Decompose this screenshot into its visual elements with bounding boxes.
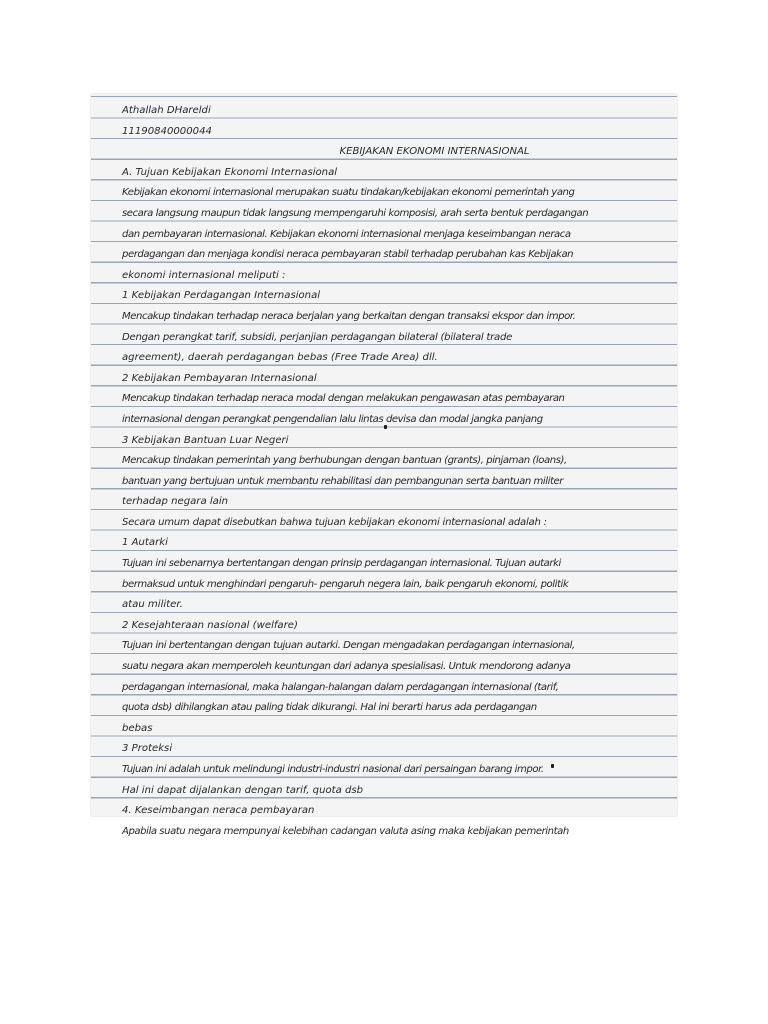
text-line: internasional dengan perangkat pengendalian lalu lintas devisa dan modal jangka panjang (122, 413, 543, 425)
text-line: suatu negara akan memperoleh keuntungan dari adanya spesialisasi. Untuk mendorong adanya (122, 661, 571, 673)
text-line: Tujuan ini adalah untuk melindungi industri-industri nasional dari persaingan barang impor. (122, 764, 544, 775)
text-line: Kebijakan ekonomi internasional merupakan suatu tindakan/kebijakan ekonomi pemerintah yang (122, 187, 575, 199)
subsection-heading: 4. Keseimbangan neraca pembayaran (122, 805, 315, 817)
text-line: dan pembayaran internasional. Kebijakan ekonomi internasional menjaga keseimbangan neraca (122, 228, 571, 240)
text-line: Dengan perangkat tarif, subsidi, perjanjian perdagangan bilateral (bilateral trade (122, 331, 513, 343)
text-line: Mencakup tindakan terhadap neraca modal dengan melakukan pengawasan atas pembayaran (122, 393, 565, 405)
text-line: bantuan yang bertujuan untuk membantu rehabilitasi dan pembangunan serta bantuan militer (122, 475, 563, 487)
student-id: 11190840000044 (122, 125, 212, 137)
text-line: Tujuan ini bertentangan dengan tujuan autarki. Dengan mengadakan perdagangan internasional, (122, 640, 575, 652)
subsection-heading: 1 Kebijakan Perdagangan Internasional (122, 290, 321, 302)
subsection-heading: 3 Kebijakan Bantuan Luar Negeri (122, 434, 289, 446)
text-line: bermaksud untuk menghindari pengaruh- pengaruh negera lain, baik pengaruh ekonomi, politik (122, 578, 569, 590)
text-line: quota dsb) dihilangkan atau paling tidak dikurangi. Hal ini berarti harus ada perdagangan (122, 702, 537, 714)
text-line: Secara umum dapat disebutkan bahwa tujuan kebijakan ekonomi internasional adalah : (122, 516, 547, 528)
text-line: Apabila suatu negara mempunyai kelebihan cadangan valuta asing maka kebijakan pemerintah (122, 825, 569, 837)
subsection-heading: 2 Kesejahteraan nasional (welfare) (122, 619, 298, 631)
ink-dot (384, 425, 387, 429)
text-line: atau militer. (122, 599, 183, 611)
text-line: ekonomi internasional meliputi : (122, 269, 286, 281)
text-line: Mencakup tindakan pemerintah yang berhubungan dengan bantuan (grants), pinjaman (loans), (122, 455, 567, 467)
text-line: bebas (122, 722, 153, 734)
handwritten-text (122, 101, 667, 842)
text-line: secara langsung maupun tidak langsung mempengaruhi komposisi, arah serta bentuk perdagangan (122, 207, 589, 219)
section-heading: A. Tujuan Kebijakan Ekonomi Internasional (122, 166, 338, 178)
text-line: agreement), daerah perdagangan bebas (Free Trade Area) dll. (122, 352, 438, 364)
subsection-heading: 1 Autarki (122, 537, 168, 549)
text-line: Tujuan ini sebenarnya bertentangan dengan prinsip perdagangan internasional. Tujuan autarki (122, 558, 561, 570)
author-name: Athallah DHareldi (122, 105, 211, 116)
subsection-heading: 2 Kebijakan Pembayaran Internasional (122, 372, 317, 384)
document-title: KEBIJAKAN EKONOMI INTERNASIONAL (339, 146, 530, 158)
subsection-heading: 3 Proteksi (122, 743, 173, 755)
text-line: Hal ini dapat dijalankan dengan tarif, quota dsb (122, 784, 364, 796)
text-line: perdagangan internasional, maka halangan-halangan dalam perdagangan internasional (tarif, (122, 681, 559, 693)
text-line: Mencakup tindakan terhadap neraca berjalan yang berkaitan dengan transaksi ekspor dan impor. (122, 310, 576, 322)
text-line: terhadap negara lain (122, 496, 229, 508)
notebook-page (91, 94, 677, 837)
text-line: perdagangan dan menjaga kondisi neraca pembayaran stabil terhadap perubahan kas Kebijakan (122, 249, 574, 261)
ink-dot (551, 764, 554, 768)
